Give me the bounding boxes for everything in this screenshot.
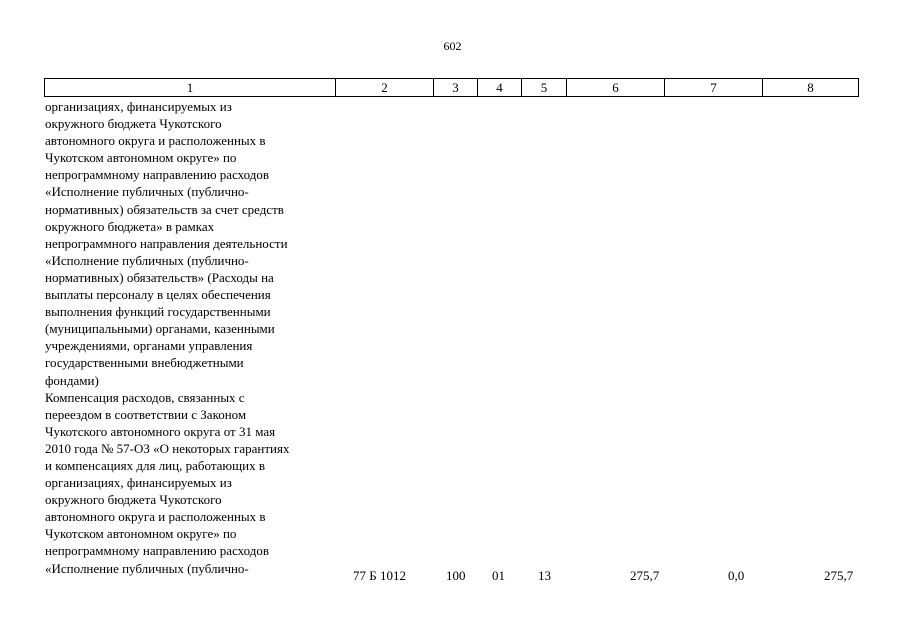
column-header-2: 2 <box>336 79 434 97</box>
column-header-3: 3 <box>434 79 478 97</box>
text-line: непрограммному направлению расходов <box>45 543 270 559</box>
text-line: (муниципальными) органами, казенными <box>45 321 275 337</box>
text-line: автономного округа и расположенных в <box>45 133 266 149</box>
text-line: и компенсациях для лиц, работающих в <box>45 457 265 473</box>
text-line: государственными внебюджетными <box>45 355 244 371</box>
text-line: «Исполнение публичных (публично- <box>45 560 249 576</box>
text-line: Чукотском автономном округе» по <box>45 150 237 166</box>
text-line: организациях, финансируемых из <box>45 99 232 114</box>
text-line: непрограммному направлению расходов <box>45 167 270 183</box>
text-line: переездом в соответствии с Законом <box>45 406 247 422</box>
cell-sum-2: 0,0 <box>728 568 745 583</box>
text-line: Чукотском автономном округе» по <box>45 526 237 542</box>
text-line: выполнения функций государственными <box>45 304 271 320</box>
text-line: Компенсация расходов, связанных с <box>45 389 245 405</box>
column-header-1: 1 <box>45 79 336 97</box>
text-line: нормативных) обязательств» (Расходы на <box>45 269 274 285</box>
text-line: «Исполнение публичных (публично- <box>45 184 249 200</box>
text-line: непрограммного направления деятельности <box>45 235 288 251</box>
column-header-row <box>45 79 859 97</box>
column-header-5: 5 <box>522 79 567 97</box>
column-header-8: 8 <box>763 79 859 97</box>
cell-pr: 13 <box>538 568 551 583</box>
page-number: 602 <box>443 39 462 53</box>
text-line: окружного бюджета» в рамках <box>45 218 215 234</box>
cell-sum-3: 275,7 <box>824 568 854 583</box>
column-header-4: 4 <box>478 79 522 97</box>
description-text <box>45 98 337 577</box>
column-header-table <box>44 78 859 97</box>
text-line: организациях, финансируемых из <box>45 475 232 491</box>
text-line: окружного бюджета Чукотского <box>45 116 222 132</box>
column-header-7: 7 <box>665 79 763 97</box>
cell-sum-1: 275,7 <box>630 568 660 583</box>
column-header-6: 6 <box>567 79 665 97</box>
text-line: автономного округа и расположенных в <box>45 509 266 525</box>
cell-code: 77 Б 1012 <box>353 568 406 583</box>
text-line: «Исполнение публичных (публично- <box>45 252 249 268</box>
text-line: учреждениями, органами управления <box>45 338 253 354</box>
cell-rz: 01 <box>492 568 505 583</box>
text-line: нормативных) обязательств за счет средств <box>45 201 284 217</box>
text-line: выплаты персоналу в целях обеспечения <box>45 287 271 303</box>
text-line: 2010 года № 57-ОЗ «О некоторых гарантиях <box>45 440 290 456</box>
text-line: окружного бюджета Чукотского <box>45 492 222 508</box>
text-line: фондами) <box>45 372 99 388</box>
text-line: Чукотского автономного округа от 31 мая <box>45 423 276 439</box>
cell-vr: 100 <box>446 568 466 583</box>
